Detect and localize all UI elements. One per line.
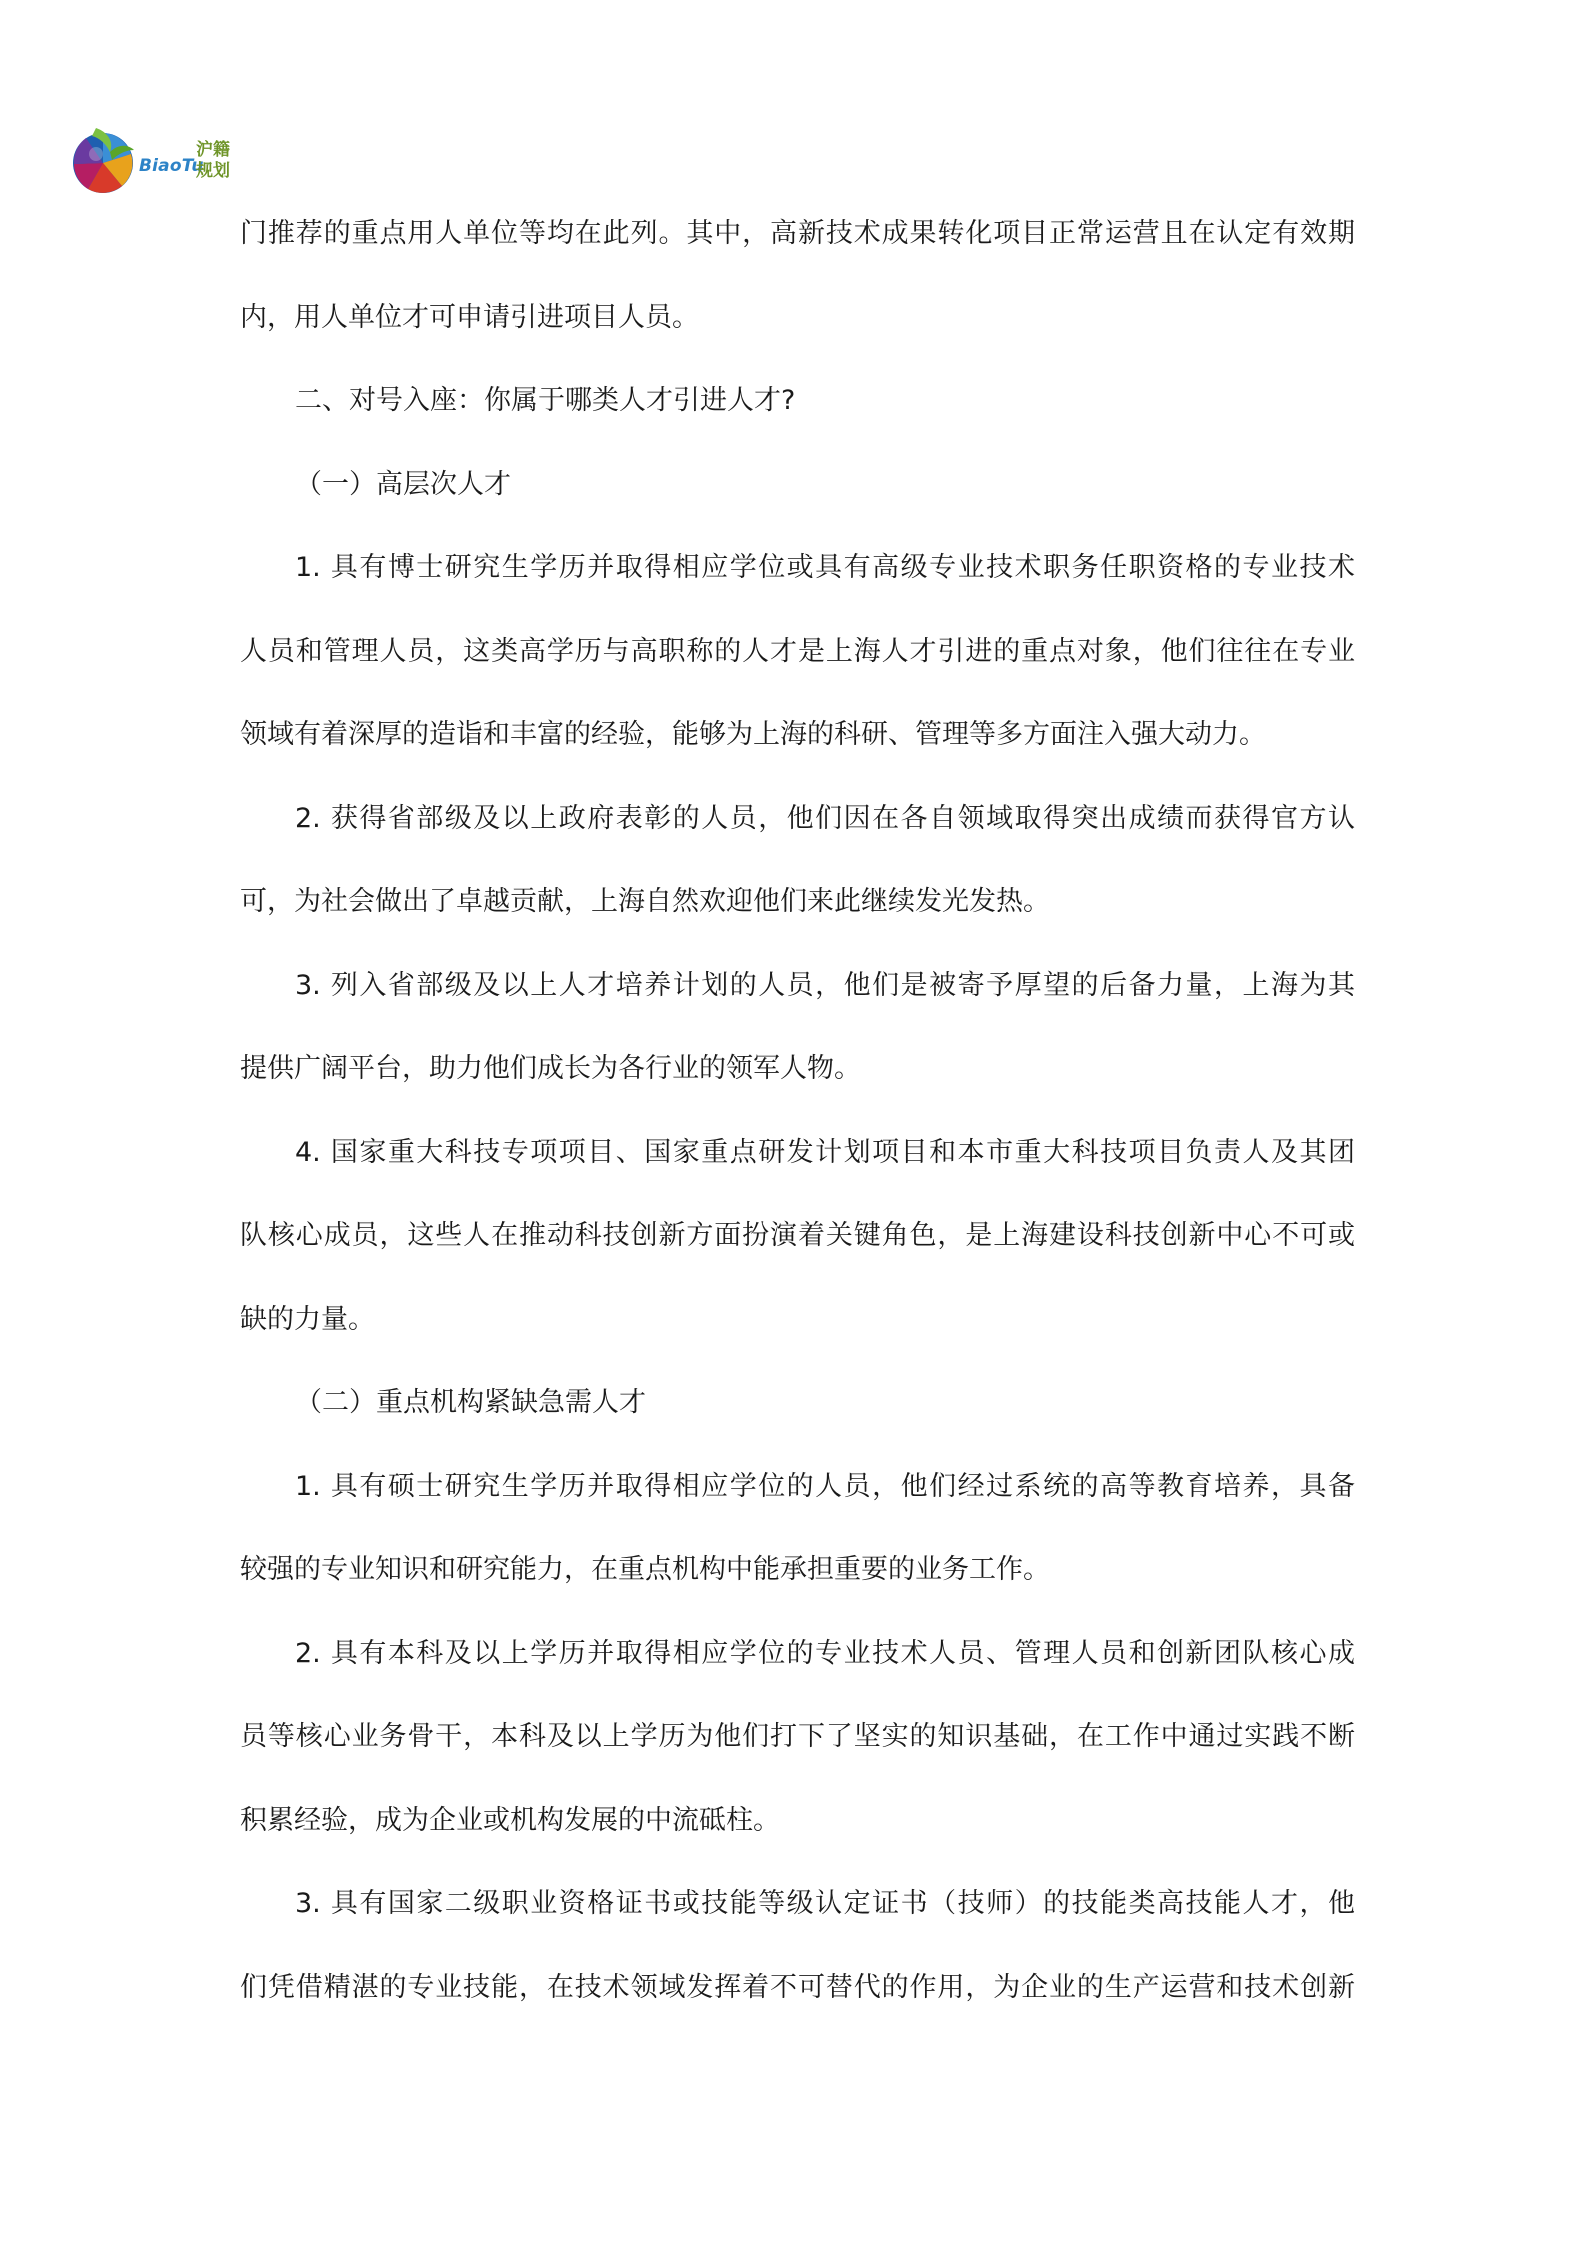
logo-latin-text: BiaoTu (139, 156, 204, 176)
paragraph-line: 们凭借精湛的专业技能，在技术领域发挥着不可替代的作用，为企业的生产运营和技术创新 (240, 1971, 1355, 2003)
paragraph-line: 2. 具有本科及以上学历并取得相应学位的专业技术人员、管理人员和创新团队核心成 (295, 1637, 1355, 1669)
paragraph-line: 3. 列入省部级及以上人才培养计划的人员，他们是被寄予厚望的后备力量，上海为其 (295, 969, 1355, 1001)
paragraph-line: 缺的力量。 (240, 1303, 375, 1335)
paragraph-line: 人员和管理人员，这类高学历与高职称的人才是上海人才引进的重点对象，他们往往在专业 (240, 635, 1355, 667)
paragraph-line: 积累经验，成为企业或机构发展的中流砥柱。 (240, 1804, 780, 1836)
subsection-heading: （一）高层次人才 (295, 468, 511, 500)
paragraph-line: 领域有着深厚的造诣和丰富的经验，能够为上海的科研、管理等多方面注入强大动力。 (240, 719, 1266, 750)
logo-chinese-line-1: 沪籍 (196, 140, 230, 160)
paragraph-line: 4. 国家重大科技专项项目、国家重点研发计划项目和本市重大科技项目负责人及其团 (295, 1136, 1355, 1168)
section-heading: 二、对号入座：你属于哪类人才引进人才? (295, 385, 796, 416)
paragraph-line: 较强的专业知识和研究能力，在重点机构中能承担重要的业务工作。 (240, 1554, 1050, 1585)
paragraph-line: 可，为社会做出了卓越贡献，上海自然欢迎他们来此继续发光发热。 (240, 886, 1050, 917)
logo-chinese-text (196, 140, 240, 182)
paragraph-line: 员等核心业务骨干，本科及以上学历为他们打下了坚实的知识基础，在工作中通过实践不断 (240, 1721, 1355, 1752)
paragraph-line: 门推荐的重点用人单位等均在此列。其中，高新技术成果转化项目正常运营且在认定有效期 (240, 218, 1355, 249)
paragraph-line: 3. 具有国家二级职业资格证书或技能等级认定证书（技师）的技能类高技能人才，他 (295, 1888, 1355, 1919)
brand-logo (66, 124, 246, 198)
paragraph-line: 内，用人单位才可申请引进项目人员。 (240, 301, 699, 333)
document-body (240, 192, 1355, 2029)
colorful-sphere-logo-icon (66, 124, 140, 198)
paragraph-line: 队核心成员，这些人在推动科技创新方面扮演着关键角色，是上海建设科技创新中心不可或 (240, 1220, 1355, 1251)
logo-chinese-line-2: 规划 (196, 161, 230, 181)
paragraph-line: 2. 获得省部级及以上政府表彰的人员，他们因在各自领域取得突出成绩而获得官方认 (295, 802, 1355, 834)
paragraph-line: 1. 具有硕士研究生学历并取得相应学位的人员，他们经过系统的高等教育培养，具备 (295, 1470, 1355, 1502)
paragraph-line: 1. 具有博士研究生学历并取得相应学位或具有高级专业技术职务任职资格的专业技术 (295, 552, 1355, 583)
paragraph-line: 提供广阔平台，助力他们成长为各行业的领军人物。 (240, 1053, 861, 1084)
subsection-heading: （二）重点机构紧缺急需人才 (295, 1387, 646, 1418)
